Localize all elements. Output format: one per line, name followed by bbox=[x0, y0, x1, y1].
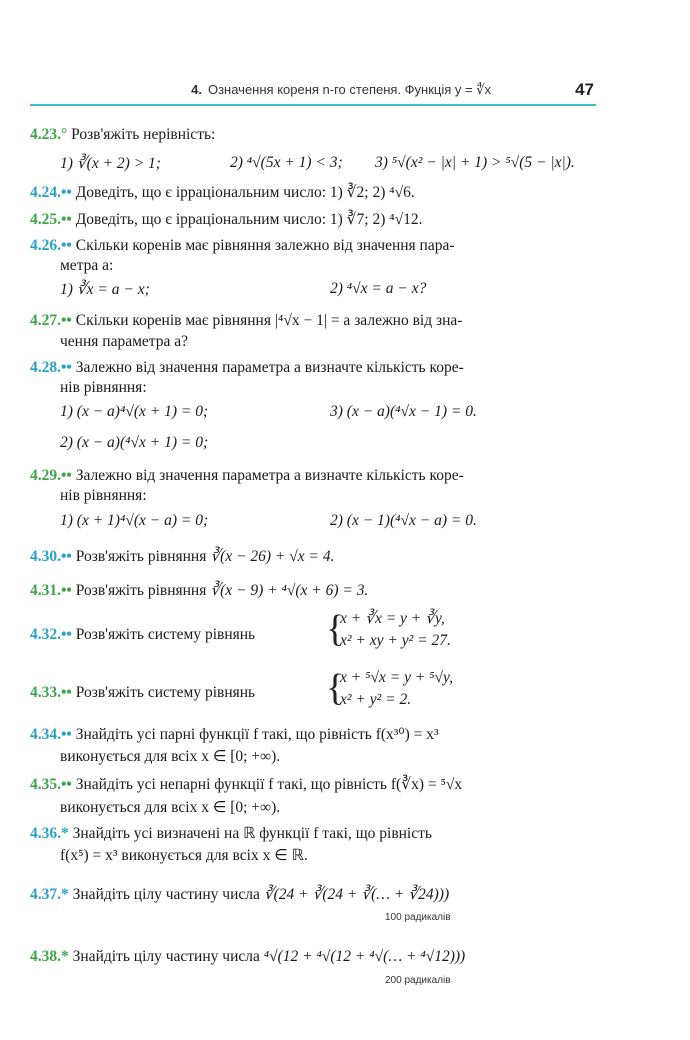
system-eq-1: x + ⁵√x = y + ⁵√y, bbox=[340, 669, 453, 686]
left-brace: { bbox=[326, 608, 345, 650]
problem-4-29: 4.29.•• Залежно від значення параметра a визначте кількість коре- bbox=[30, 467, 464, 484]
system-eq-1: x + ∛x = y + ∛y, bbox=[340, 610, 445, 627]
problem-4-35-line-2: виконується для всіх x ∈ [0; +∞). bbox=[60, 799, 281, 816]
problem-4-35: 4.35.•• Знайдіть усі непарні функції f такі, що рівність f(∛x) = ⁵√x bbox=[30, 776, 463, 793]
problem-4-38-note: 200 радикалів bbox=[385, 975, 451, 986]
problem-4-32: 4.32.•• Розв'яжіть систему рівнянь bbox=[30, 626, 256, 643]
problem-4-32-system bbox=[326, 608, 451, 652]
header-rule bbox=[30, 104, 596, 106]
problem-4-24: 4.24.•• Доведіть, що є ірраціональним число: 1) ∛2; 2) ⁴√6. bbox=[30, 184, 415, 201]
page-header bbox=[30, 80, 596, 102]
problem-4-29-item-1: 1) (x + 1)⁴√(x − a) = 0; bbox=[60, 512, 209, 529]
problem-4-28-item-3: 3) (x − a)(⁴√x − 1) = 0. bbox=[330, 403, 477, 420]
problem-4-34: 4.34.•• Знайдіть усі парні функції f такі, що рівність f(x³⁰) = x³ bbox=[30, 726, 439, 743]
system-eq-2: x² + xy + y² = 27. bbox=[340, 632, 451, 649]
problem-4-28-line-2: нів рівняння: bbox=[60, 379, 147, 396]
system-eq-2: x² + y² = 2. bbox=[340, 691, 412, 708]
problem-4-38: 4.38.* Знайдіть цілу частину числа ⁴√(12 + ⁴√(12 + ⁴√(… + ⁴√12))) bbox=[30, 948, 466, 965]
problem-4-30: 4.30.•• Розв'яжіть рівняння ∛(x − 26) + √x = 4. bbox=[30, 548, 335, 565]
problem-4-23-item-1: 1) ∛(x + 2) > 1; bbox=[60, 155, 161, 172]
problem-4-28-item-2: 2) (x − a)(⁴√x + 1) = 0; bbox=[60, 434, 209, 451]
problem-4-28-item-1: 1) (x − a)⁴√(x + 1) = 0; bbox=[60, 403, 209, 420]
problem-4-33-system bbox=[326, 667, 453, 711]
problem-4-28: 4.28.•• Залежно від значення параметра a визначте кількість коре- bbox=[30, 359, 464, 376]
problem-4-31: 4.31.•• Розв'яжіть рівняння ∛(x − 9) + ⁴√(x + 6) = 3. bbox=[30, 582, 369, 599]
page-number: 47 bbox=[575, 80, 594, 99]
problem-4-36-line-2: f(x⁵) = x³ виконується для всіх x ∈ ℝ. bbox=[60, 847, 308, 864]
problem-4-34-line-2: виконується для всіх x ∈ [0; +∞). bbox=[60, 748, 281, 765]
problem-4-26-item-1: 1) ∛x = a − x; bbox=[60, 281, 150, 298]
header-title: 4. Означення кореня n-го степеня. Функція y = ∜x bbox=[191, 82, 491, 97]
left-brace: { bbox=[326, 667, 345, 709]
problem-4-23: 4.23.° Розв'яжіть нерівність: bbox=[30, 126, 216, 143]
problem-4-23-item-2: 2) ⁴√(5x + 1) < 3; bbox=[230, 154, 343, 171]
problem-4-25: 4.25.•• Доведіть, що є ірраціональним число: 1) ∛7; 2) ⁴√12. bbox=[30, 211, 423, 228]
problem-4-37-note: 100 радикалів bbox=[385, 912, 451, 923]
problem-4-37: 4.37.* Знайдіть цілу частину числа ∛(24 + ∛(24 + ∛(… + ∛24))) bbox=[30, 886, 450, 903]
problem-4-26-line-2: метра a: bbox=[60, 257, 114, 274]
problem-4-36: 4.36.* Знайдіть усі визначені на ℝ функції f такі, що рівність bbox=[30, 825, 432, 842]
problem-4-29-item-2: 2) (x − 1)(⁴√x − a) = 0. bbox=[330, 512, 477, 529]
problem-4-33: 4.33.•• Розв'яжіть систему рівнянь bbox=[30, 684, 256, 701]
problem-4-29-line-2: нів рівняння: bbox=[60, 487, 147, 504]
problem-4-26-item-2: 2) ⁴√x = a − x? bbox=[330, 280, 427, 297]
problem-4-26: 4.26.•• Скільки коренів має рівняння залежно від значення пара- bbox=[30, 237, 455, 254]
problem-4-27: 4.27.•• Скільки коренів має рівняння |⁴√x − 1| = a залежно від зна- bbox=[30, 312, 463, 329]
problem-4-23-item-3: 3) ⁵√(x² − |x| + 1) > ⁵√(5 − |x|). bbox=[375, 154, 575, 171]
problem-4-27-line-2: чення параметра a? bbox=[60, 333, 188, 350]
